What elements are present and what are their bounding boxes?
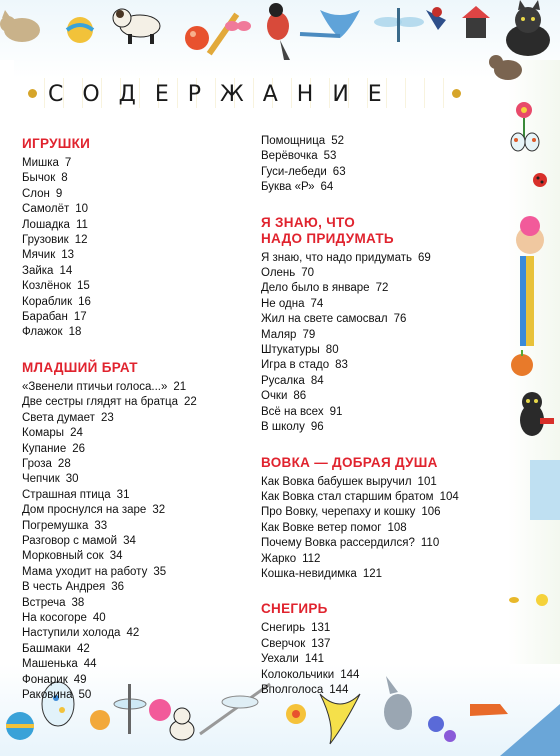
entry-page: 26	[72, 442, 86, 455]
toc-entry[interactable]	[22, 279, 252, 294]
entry-title: Встреча	[22, 596, 66, 609]
entry-page: 32	[152, 504, 166, 517]
toc-entry[interactable]	[22, 325, 252, 340]
entry-title: Олень	[261, 267, 296, 280]
ball-icon-4	[90, 710, 110, 730]
entry-title: Жарко	[261, 552, 297, 565]
toc-entry[interactable]	[261, 683, 511, 698]
clown-icon	[516, 216, 544, 346]
toc-right-column	[261, 134, 511, 698]
section-heading: ИГРУШКИ	[22, 136, 91, 151]
entry-title: На косогоре	[22, 611, 87, 624]
cat-icon-4	[520, 392, 554, 436]
entry-page: 34	[109, 550, 123, 563]
toc-entry[interactable]	[22, 519, 252, 534]
entry-title: Чепчик	[22, 473, 60, 486]
entry-title: Дом проснулся на заре	[22, 504, 147, 517]
entry-page: 49	[73, 673, 87, 686]
spacer	[261, 196, 511, 215]
entry-page: 144	[340, 668, 360, 681]
entry-title: «Звенели птичьи голоса...»	[22, 380, 168, 393]
entry-title: Разговор с мамой	[22, 534, 118, 547]
entry-title: Купание	[22, 442, 67, 455]
entry-page: 44	[83, 658, 97, 671]
puppy-icon	[113, 9, 160, 44]
toc-entry[interactable]	[22, 202, 252, 217]
entry-title: Погремушка	[22, 519, 89, 532]
bird-icon	[300, 10, 360, 38]
toc-entry[interactable]	[22, 534, 252, 549]
toc-entry[interactable]	[22, 673, 252, 688]
entry-page: 16	[78, 295, 91, 308]
entry-page: 21	[173, 380, 187, 393]
entry-title: Дело было в январе	[261, 282, 370, 295]
toc-entry[interactable]	[22, 426, 252, 441]
entry-title: Гуси-лебеди	[261, 165, 327, 178]
entry-page: 50	[78, 689, 92, 701]
entry-page: 28	[57, 457, 71, 470]
cat-icon-5	[170, 708, 194, 740]
shoe-icon	[470, 704, 508, 716]
entry-page: 121	[362, 567, 383, 580]
toc-entry[interactable]	[261, 490, 511, 505]
entry-page: 52	[331, 135, 344, 147]
section-heading: МЛАДШИЙ БРАТ	[22, 359, 138, 375]
entry-page: 63	[332, 165, 346, 178]
toc-entry[interactable]	[261, 312, 511, 327]
entry-page: 22	[183, 396, 197, 409]
entry-page: 110	[420, 537, 440, 550]
entry-page: 33	[94, 519, 108, 532]
entry-page: 30	[65, 473, 79, 486]
entry-title: Слон	[22, 187, 50, 200]
toc-entry[interactable]	[22, 411, 252, 426]
toc-entry[interactable]	[261, 405, 511, 420]
toc-entry[interactable]	[261, 328, 511, 343]
entry-title: Вполголоса	[261, 683, 324, 696]
entry-title: Гроза	[22, 457, 52, 470]
entry-title: Не одна	[261, 297, 305, 310]
toc-entry[interactable]	[261, 552, 511, 567]
entry-page: 36	[111, 581, 125, 594]
toc-entry[interactable]	[261, 180, 511, 195]
entry-title: Козлёнок	[22, 280, 71, 293]
entry-title: Света думает	[22, 411, 95, 424]
bird-icon-2	[426, 7, 446, 30]
entry-page: 42	[126, 627, 140, 640]
entry-title: Самолёт	[22, 203, 70, 216]
cat-icon-3	[489, 55, 522, 80]
toc-entry[interactable]	[261, 668, 511, 683]
entry-title: Мишка	[22, 157, 59, 169]
ball-icon-2	[185, 26, 209, 50]
entry-title: Барабан	[22, 311, 68, 324]
toc-entry[interactable]	[22, 596, 252, 611]
toc-entry[interactable]	[261, 621, 511, 636]
toc-entry[interactable]	[261, 637, 511, 652]
flower-icon-4	[428, 716, 456, 742]
entry-page: 53	[323, 150, 337, 163]
toc-entry[interactable]	[22, 549, 252, 564]
entry-title: Про Вовку, черепаху и кошку	[261, 506, 416, 519]
entry-title: Зайка	[22, 264, 54, 277]
page-title: СОДЕРЖАНИЕ	[48, 82, 401, 107]
house-icon	[462, 6, 490, 38]
toc-entry[interactable]	[261, 652, 511, 667]
toc-entry[interactable]	[22, 187, 252, 202]
toc-entry[interactable]	[261, 521, 511, 536]
entry-page: 131	[311, 622, 331, 635]
toc-entry[interactable]	[22, 156, 252, 171]
toc-entry[interactable]	[261, 567, 511, 582]
toc-entry[interactable]	[22, 688, 252, 703]
toc-entry[interactable]	[22, 442, 252, 457]
entry-title: Кораблик	[22, 295, 73, 308]
toc-entry[interactable]	[261, 134, 511, 149]
title-dot-left	[28, 89, 37, 98]
entry-page: 18	[68, 326, 82, 339]
entry-page: 12	[74, 234, 88, 247]
entry-title: Русалка	[261, 374, 305, 387]
toc-entry[interactable]	[261, 358, 511, 373]
toc-entry[interactable]	[261, 149, 511, 164]
entry-title: Жил на свете самосвал	[261, 313, 388, 326]
toc-entry[interactable]	[261, 374, 511, 389]
toc-entry[interactable]	[261, 475, 511, 490]
entry-title: Лошадка	[22, 218, 70, 231]
entry-page: 31	[116, 488, 130, 501]
entry-page: 106	[421, 506, 441, 519]
toc-entry[interactable]	[22, 472, 252, 487]
toc-entry[interactable]	[261, 505, 511, 520]
butterfly-icon	[225, 21, 251, 31]
spacer	[261, 582, 511, 601]
toc-entry[interactable]	[22, 565, 252, 580]
entry-title: Флажок	[22, 326, 63, 339]
section-heading: ВОВКА — ДОБРАЯ ДУША	[261, 454, 438, 470]
toc-entry[interactable]	[22, 248, 252, 263]
toc-entry[interactable]	[22, 264, 252, 279]
entry-page: 91	[329, 405, 343, 418]
entry-title: Снегирь	[261, 622, 306, 635]
entry-page: 11	[75, 218, 88, 231]
entry-title: Как Вовке ветер помог	[261, 521, 382, 534]
entry-title: Грузовик	[22, 234, 69, 247]
umbrella-icon	[500, 704, 560, 756]
entry-page: 42	[76, 642, 90, 655]
entry-page: 141	[304, 653, 325, 666]
entry-title: Как Вовка бабушек выручил	[261, 475, 412, 488]
entry-page: 83	[335, 359, 348, 372]
toc-entry[interactable]	[22, 457, 252, 472]
entry-page: 112	[302, 552, 321, 565]
top-decorations	[0, 0, 560, 80]
flower-icon-2	[536, 594, 548, 606]
entry-page: 23	[100, 411, 114, 424]
section-heading: Я ЗНАЮ, ЧТО	[261, 214, 356, 230]
toc-entry[interactable]	[261, 165, 511, 180]
entry-page: 86	[293, 390, 307, 403]
entry-page: 24	[70, 427, 83, 440]
toc-entry[interactable]	[22, 657, 252, 672]
entry-page: 104	[439, 490, 459, 503]
entry-title: Раковина	[22, 689, 73, 701]
entry-title: Почему Вовка рассердился?	[261, 537, 415, 550]
entry-title: Страшная птица	[22, 488, 111, 501]
entry-title: Помощница	[261, 135, 326, 147]
toc-entry[interactable]	[22, 233, 252, 248]
title-dot-right	[452, 89, 461, 98]
apple-icon	[511, 350, 533, 376]
entry-page: 79	[302, 328, 316, 341]
entry-title: Машенька	[22, 658, 78, 671]
toc-entry[interactable]	[261, 343, 511, 358]
toc-entry[interactable]	[22, 580, 252, 595]
toc-entry[interactable]	[22, 295, 252, 310]
entry-title: Комары	[22, 427, 65, 440]
toc-entry[interactable]	[261, 266, 511, 281]
entry-title: В школу	[261, 421, 305, 434]
bullfinch-icon	[267, 3, 290, 60]
entry-page: 10	[75, 203, 89, 216]
entry-page: 40	[92, 611, 106, 624]
entry-page: 34	[123, 534, 136, 547]
entry-page: 64	[320, 181, 334, 194]
toc-entry[interactable]	[22, 611, 252, 626]
entry-page: 8	[61, 172, 68, 185]
left-border	[0, 60, 14, 700]
entry-title: Верёвочка	[261, 150, 318, 163]
section-heading: НАДО ПРИДУМАТЬ	[261, 230, 394, 246]
dragonfly-icon	[374, 8, 424, 42]
entry-page: 69	[418, 251, 431, 264]
ladybug-icon	[533, 173, 547, 187]
section-heading: СНЕГИРЬ	[261, 601, 328, 617]
toc-entry[interactable]	[22, 171, 252, 186]
toc-entry[interactable]	[22, 626, 252, 641]
toc-entry[interactable]	[261, 251, 511, 266]
toc-entry[interactable]	[22, 503, 252, 518]
entry-page: 38	[71, 596, 85, 609]
entry-title: Штукатуры	[261, 344, 320, 357]
toc-entry[interactable]	[22, 218, 252, 233]
entry-page: 70	[301, 267, 315, 280]
entry-page: 35	[153, 565, 167, 578]
cat-icon	[0, 10, 40, 42]
entry-title: Фонарик	[22, 673, 68, 686]
entry-title: Морковный сок	[22, 550, 104, 563]
entry-title: Сверчок	[261, 637, 306, 650]
flower-icon-3	[286, 704, 306, 724]
entry-page: 101	[417, 475, 437, 488]
entry-title: Маляр	[261, 328, 297, 341]
entry-page: 17	[73, 311, 87, 324]
toc-entry[interactable]	[261, 281, 511, 296]
entry-title: Мама уходит на работу	[22, 565, 148, 578]
entry-title: Буква «Р»	[261, 181, 315, 194]
entry-page: 74	[310, 297, 324, 310]
sky-patch	[530, 460, 560, 520]
entry-page: 9	[55, 187, 63, 200]
entry-title: Мячик	[22, 249, 56, 262]
toc-left-column	[22, 136, 252, 703]
entry-page: 72	[375, 282, 389, 295]
entry-title: Две сестры глядят на братца	[22, 396, 178, 409]
spacer	[22, 341, 252, 360]
entry-title: Наступили холода	[22, 627, 121, 640]
entry-page: 137	[311, 637, 331, 650]
entry-title: Очки	[261, 390, 288, 403]
entry-page: 76	[393, 313, 407, 326]
toc-entry[interactable]	[261, 297, 511, 312]
entry-title: Я знаю, что надо придумать	[261, 251, 412, 264]
entry-title: Игра в стадо	[261, 359, 330, 372]
entry-page: 15	[77, 280, 90, 293]
entry-title: Бычок	[22, 172, 56, 185]
entry-title: Как Вовка стал старшим братом	[261, 490, 434, 503]
toc-entry[interactable]	[261, 420, 511, 435]
ball-icon	[67, 17, 93, 43]
toc-entry[interactable]	[22, 395, 252, 410]
toc-entry[interactable]	[261, 536, 511, 551]
entry-page: 13	[61, 249, 75, 262]
entry-page: 7	[64, 157, 72, 169]
ball-icon-3	[6, 712, 34, 740]
entry-title: Кошка-невидимка	[261, 567, 357, 580]
butterfly-icon-4	[320, 694, 360, 744]
entry-page: 80	[325, 344, 339, 357]
entry-title: Всё на всех	[261, 405, 324, 418]
toc-entry[interactable]	[22, 488, 252, 503]
entry-page: 96	[310, 421, 324, 434]
entry-title: Уехали	[261, 653, 299, 666]
pencil-icon	[207, 13, 239, 56]
entry-page: 144	[329, 683, 349, 696]
toc-entry[interactable]	[261, 389, 511, 404]
toc-entry[interactable]	[22, 642, 252, 657]
toc-entry[interactable]	[22, 310, 252, 325]
entry-title: Колокольчики	[261, 668, 335, 681]
toc-entry[interactable]	[22, 380, 252, 395]
cat-icon-2	[506, 0, 550, 56]
spacer	[261, 436, 511, 455]
entry-page: 108	[387, 521, 407, 534]
entry-title: Башмаки	[22, 642, 71, 655]
entry-title: В честь Андрея	[22, 581, 106, 594]
entry-page: 14	[59, 264, 73, 277]
entry-page: 84	[310, 374, 324, 387]
